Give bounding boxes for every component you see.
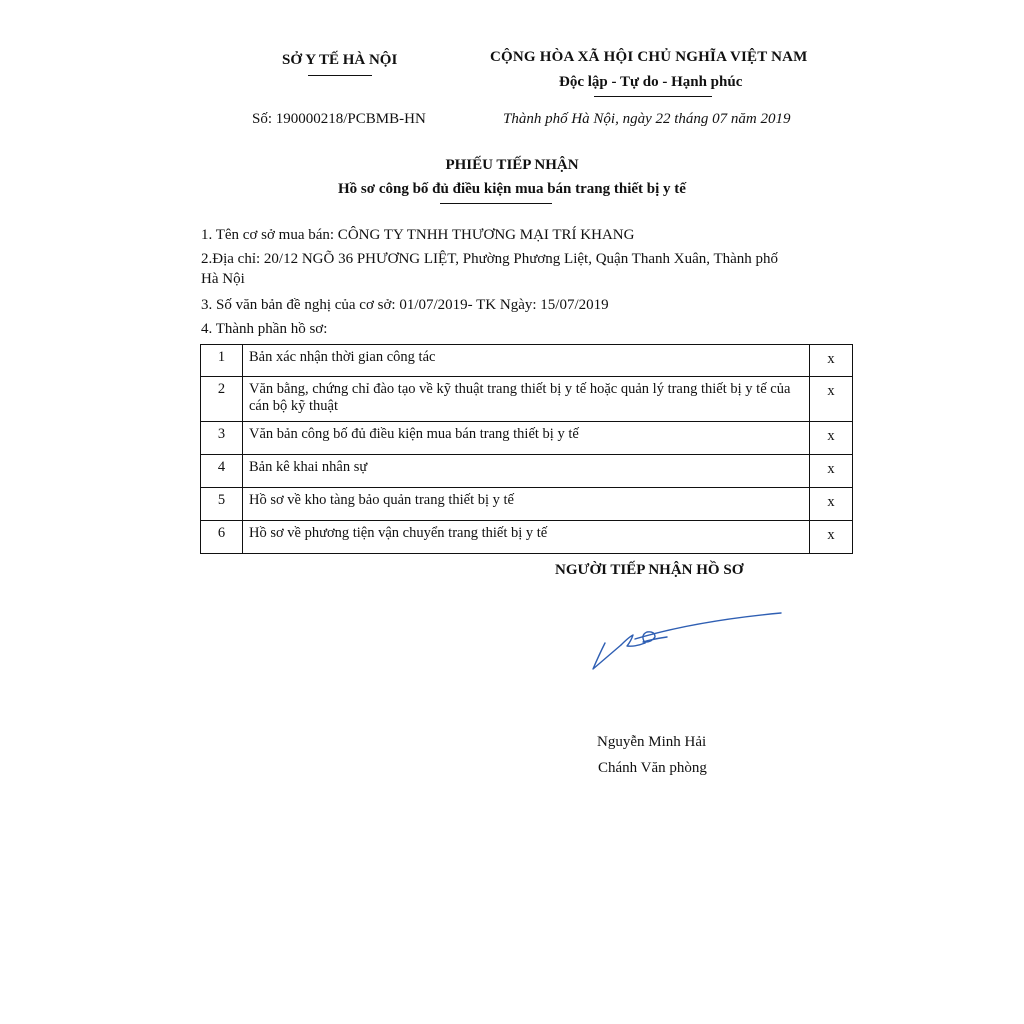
check-mark: x xyxy=(810,488,853,521)
address-line-2: Hà Nội xyxy=(201,271,245,287)
signature-strokes xyxy=(593,613,781,669)
signer-position: Chánh Văn phòng xyxy=(598,760,707,776)
address-line-1: 2.Địa chỉ: 20/12 NGÕ 36 PHƯƠNG LIỆT, Phường Phương Liệt, Quận Thanh Xuân, Thành phố xyxy=(201,251,779,267)
place-and-date: Thành phố Hà Nội, ngày 22 tháng 07 năm 2019 xyxy=(503,111,791,127)
request-document: 3. Số văn bản đề nghị của cơ sở: 01/07/2019- TK Ngày: 15/07/2019 xyxy=(201,297,609,313)
document-name: Văn bằng, chứng chỉ đào tạo về kỹ thuật trang thiết bị y tế hoặc quản lý trang thiết bị y tế của cán bộ kỹ thuật xyxy=(243,377,810,422)
row-number: 1 xyxy=(201,345,243,377)
receiver-title: NGƯỜI TIẾP NHẬN HỒ SƠ xyxy=(555,562,744,578)
facility-name: 1. Tên cơ sở mua bán: CÔNG TY TNHH THƯƠNG MẠI TRÍ KHANG xyxy=(201,227,635,243)
document-number: Số: 190000218/PCBMB-HN xyxy=(252,111,426,127)
row-number: 6 xyxy=(201,521,243,554)
table-row xyxy=(201,455,853,488)
document-name: Bản kê khai nhân sự xyxy=(243,455,810,488)
document-title: PHIẾU TIẾP NHẬN xyxy=(445,157,579,173)
table-row xyxy=(201,422,853,455)
national-motto: Độc lập - Tự do - Hạnh phúc xyxy=(559,74,743,90)
document-name: Văn bản công bố đủ điều kiện mua bán trang thiết bị y tế xyxy=(243,422,810,455)
components-label: 4. Thành phần hồ sơ: xyxy=(201,321,328,337)
national-title: CỘNG HÒA XÃ HỘI CHỦ NGHĨA VIỆT NAM xyxy=(490,49,808,65)
row-number: 4 xyxy=(201,455,243,488)
check-mark: x xyxy=(810,422,853,455)
signer-name: Nguyễn Minh Hải xyxy=(597,734,707,750)
table-row xyxy=(201,488,853,521)
row-number: 3 xyxy=(201,422,243,455)
document-name: Hồ sơ về kho tàng bảo quản trang thiết bị y tế xyxy=(243,488,810,521)
check-mark: x xyxy=(810,521,853,554)
document-name: Bản xác nhận thời gian công tác xyxy=(243,345,810,377)
table-row xyxy=(201,521,853,554)
check-mark: x xyxy=(810,455,853,488)
issuing-agency: SỞ Y TẾ HÀ NỘI xyxy=(282,52,398,68)
check-mark: x xyxy=(810,345,853,377)
row-number: 5 xyxy=(201,488,243,521)
table-row xyxy=(201,377,853,422)
agency-underline xyxy=(308,75,372,76)
documents-table xyxy=(200,344,853,554)
check-mark: x xyxy=(810,377,853,422)
handwritten-signature xyxy=(585,605,790,680)
document-subtitle: Hồ sơ công bố đủ điều kiện mua bán trang thiết bị y tế xyxy=(338,181,686,197)
table-row xyxy=(201,345,853,377)
row-number: 2 xyxy=(201,377,243,422)
document-name: Hồ sơ về phương tiện vận chuyển trang thiết bị y tế xyxy=(243,521,810,554)
motto-underline xyxy=(594,96,712,97)
subtitle-underline xyxy=(440,203,552,204)
